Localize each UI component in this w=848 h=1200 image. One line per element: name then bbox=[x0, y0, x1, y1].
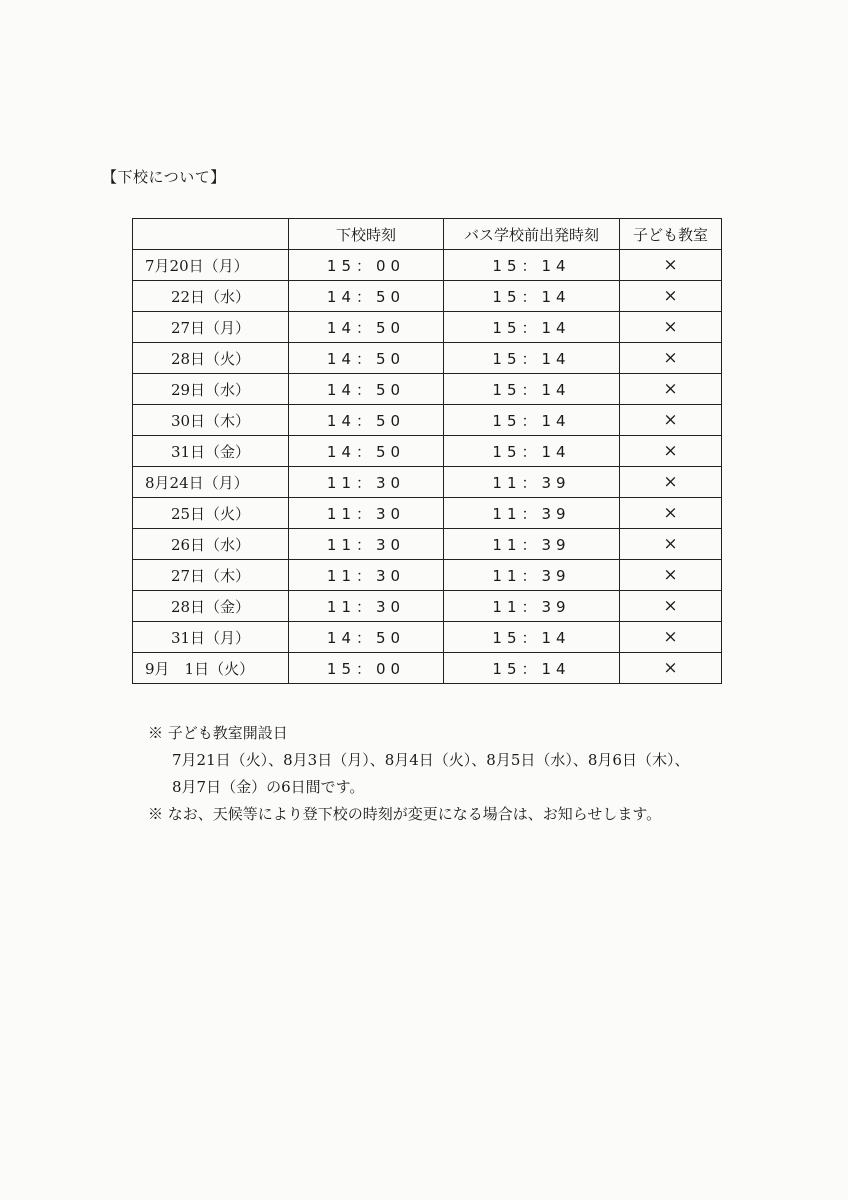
table-header-row bbox=[133, 219, 722, 250]
table-row bbox=[133, 405, 722, 436]
bus-departure-cell: 15：14 bbox=[444, 436, 620, 467]
date-cell: 30日（木） bbox=[133, 405, 289, 436]
table-row bbox=[133, 467, 722, 498]
kids-class-cell: × bbox=[620, 343, 722, 374]
table-row bbox=[133, 343, 722, 374]
dismissal-time-cell: 14：50 bbox=[289, 622, 444, 653]
bus-departure-cell: 15：14 bbox=[444, 405, 620, 436]
date-cell: 31日（金） bbox=[133, 436, 289, 467]
bus-departure-cell: 15：14 bbox=[444, 622, 620, 653]
dismissal-schedule-table bbox=[132, 218, 722, 684]
note-weather: ※ なお、天候等により登下校の時刻が変更になる場合は、お知らせします。 bbox=[148, 805, 662, 823]
date-cell: 28日（金） bbox=[133, 591, 289, 622]
header-date bbox=[133, 219, 289, 250]
header-dismissal-time: 下校時刻 bbox=[289, 219, 444, 250]
table-row bbox=[133, 374, 722, 405]
bus-departure-cell: 15：14 bbox=[444, 281, 620, 312]
bus-departure-cell: 11：39 bbox=[444, 498, 620, 529]
dismissal-time-cell: 11：30 bbox=[289, 591, 444, 622]
dismissal-time-cell: 14：50 bbox=[289, 374, 444, 405]
dismissal-time-cell: 14：50 bbox=[289, 281, 444, 312]
date-cell: 28日（火） bbox=[133, 343, 289, 374]
bus-departure-cell: 15：14 bbox=[444, 653, 620, 684]
table-row bbox=[133, 250, 722, 281]
dismissal-time-cell: 15：00 bbox=[289, 653, 444, 684]
kids-class-cell: × bbox=[620, 281, 722, 312]
kids-class-cell: × bbox=[620, 405, 722, 436]
kids-class-cell: × bbox=[620, 374, 722, 405]
kids-class-cell: × bbox=[620, 591, 722, 622]
header-bus-departure: バス学校前出発時刻 bbox=[444, 219, 620, 250]
note-kids-class-dates-cont: 8月7日（金）の6日間です。 bbox=[172, 778, 365, 796]
table-row bbox=[133, 560, 722, 591]
kids-class-cell: × bbox=[620, 653, 722, 684]
date-cell: 22日（水） bbox=[133, 281, 289, 312]
section-heading: 【下校について】 bbox=[102, 168, 226, 186]
bus-departure-cell: 11：39 bbox=[444, 529, 620, 560]
bus-departure-cell: 11：39 bbox=[444, 591, 620, 622]
date-cell: 27日（月） bbox=[133, 312, 289, 343]
table-row bbox=[133, 498, 722, 529]
kids-class-cell: × bbox=[620, 560, 722, 591]
date-cell: 29日（水） bbox=[133, 374, 289, 405]
dismissal-time-cell: 14：50 bbox=[289, 436, 444, 467]
dismissal-time-cell: 11：30 bbox=[289, 529, 444, 560]
table-row bbox=[133, 281, 722, 312]
dismissal-time-cell: 11：30 bbox=[289, 498, 444, 529]
notes bbox=[148, 720, 788, 828]
date-cell: 25日（火） bbox=[133, 498, 289, 529]
bus-departure-cell: 11：39 bbox=[444, 560, 620, 591]
table-row bbox=[133, 622, 722, 653]
kids-class-cell: × bbox=[620, 436, 722, 467]
table-row bbox=[133, 436, 722, 467]
bus-departure-cell: 11：39 bbox=[444, 467, 620, 498]
bus-departure-cell: 15：14 bbox=[444, 343, 620, 374]
kids-class-cell: × bbox=[620, 312, 722, 343]
header-kids-class: 子ども教室 bbox=[620, 219, 722, 250]
kids-class-cell: × bbox=[620, 529, 722, 560]
kids-class-cell: × bbox=[620, 467, 722, 498]
dismissal-time-cell: 15：00 bbox=[289, 250, 444, 281]
bus-departure-cell: 15：14 bbox=[444, 374, 620, 405]
dismissal-time-cell: 14：50 bbox=[289, 312, 444, 343]
kids-class-cell: × bbox=[620, 622, 722, 653]
date-cell: 7月20日（月） bbox=[133, 250, 289, 281]
kids-class-cell: × bbox=[620, 250, 722, 281]
bus-departure-cell: 15：14 bbox=[444, 312, 620, 343]
note-kids-class-title: ※ 子ども教室開設日 bbox=[148, 724, 288, 742]
dismissal-time-cell: 14：50 bbox=[289, 405, 444, 436]
date-cell: 27日（木） bbox=[133, 560, 289, 591]
table-row bbox=[133, 591, 722, 622]
bus-departure-cell: 15：14 bbox=[444, 250, 620, 281]
dismissal-time-cell: 14：50 bbox=[289, 343, 444, 374]
kids-class-cell: × bbox=[620, 498, 722, 529]
date-cell: 8月24日（月） bbox=[133, 467, 289, 498]
dismissal-time-cell: 11：30 bbox=[289, 560, 444, 591]
table-row bbox=[133, 529, 722, 560]
date-cell: 31日（月） bbox=[133, 622, 289, 653]
table-row bbox=[133, 312, 722, 343]
date-cell: 26日（水） bbox=[133, 529, 289, 560]
table-row bbox=[133, 653, 722, 684]
note-kids-class-dates: 7月21日（火）、8月3日（月）、8月4日（火）、8月5日（水）、8月6日（木）、 bbox=[172, 751, 690, 769]
date-cell: 9月 1日（火） bbox=[133, 653, 289, 684]
dismissal-time-cell: 11：30 bbox=[289, 467, 444, 498]
